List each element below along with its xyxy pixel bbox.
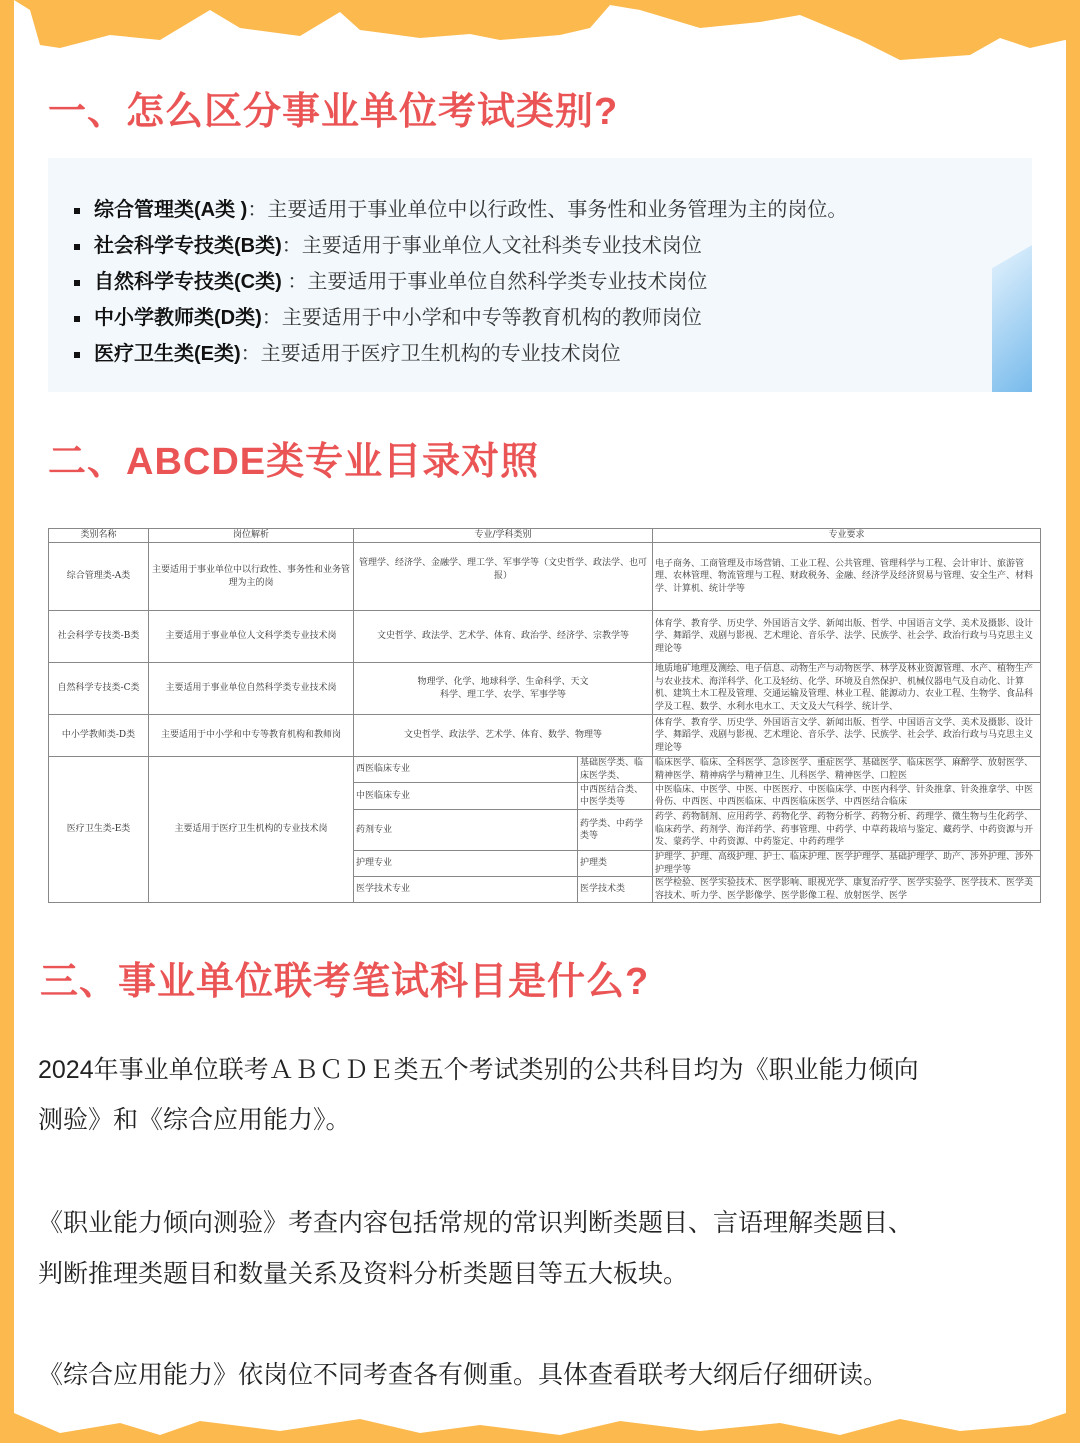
cell-requirement: 临床医学、临床、全科医学、急诊医学、重症医学、基础医学、临床医学、麻醉学、放射医学、精神医学、精神病学与精神卫生、儿科医学、精神医学、口腔医 — [653, 757, 1041, 783]
cell-sub-major: 西医临床专业 — [354, 757, 578, 783]
bullet-icon — [74, 244, 80, 250]
cell-category: 中小学教师类-D类 — [49, 715, 149, 757]
cell-category: 综合管理类-A类 — [49, 543, 149, 611]
cell-requirement: 电子商务、工商管理及市场营销、工业工程、公共管理、管理科学与工程、会计审计、旅游管理、农林管理、物流管理与工程、财政税务、金融、经济学及经济贸易与管理、安全生产、材料学、计算机、统计学等 — [653, 543, 1041, 611]
cell-category: 医疗卫生类-E类 — [49, 757, 149, 903]
paragraph-line: 判断推理类题目和数量关系及资料分析类题目等五大板块。 — [38, 1260, 689, 1288]
list-item — [74, 337, 621, 366]
bullet-icon — [74, 352, 80, 358]
item-desc: ：主要适用于事业单位人文社科类专业技术岗位 — [281, 235, 702, 257]
cell-sub-class: 药学类、中药学类等 — [578, 810, 653, 851]
cell-sub-class: 医学技术类 — [578, 877, 653, 903]
cell-field: 物理学、化学、地球科学、生命科学、天文科学、理工学、农学、军事学等 — [354, 663, 653, 715]
item-name: 综合管理类(A类 ) — [94, 199, 248, 221]
cell-requirement: 护理学、护理、高级护理、护士、临床护理、医学护理学、基础护理学、助产、涉外护理、涉外护理学等 — [653, 851, 1041, 877]
paragraph-line: 《职业能力倾向测验》考查内容包括常规的常识判断类题目、言语理解类题目、 — [38, 1209, 914, 1237]
list-item — [74, 193, 847, 222]
section2-title: 二、ABCDE类专业目录对照 — [48, 441, 540, 483]
table-row — [49, 543, 1041, 611]
bullet-icon — [74, 208, 80, 214]
header-cell: 专业要求 — [653, 529, 1041, 543]
cell-post: 主要适用于事业单位人文科学类专业技术岗 — [149, 611, 354, 663]
bullet-icon — [74, 280, 80, 286]
item-desc: ：主要适用于医疗卫生机构的专业技术岗位 — [240, 343, 621, 365]
cell-sub-major: 医学技术专业 — [354, 877, 578, 903]
list-item — [74, 265, 707, 294]
table-row — [49, 663, 1041, 715]
section3-title: 三、事业单位联考笔试科目是什么? — [40, 961, 650, 1003]
cell-category: 社会科学专技类-B类 — [49, 611, 149, 663]
item-name: 医疗卫生类(E类) — [94, 343, 241, 365]
cell-post: 主要适用于医疗卫生机构的专业技术岗 — [149, 757, 354, 903]
cell-requirement: 体育学、教育学、历史学、外国语言文学、新闻出版、哲学、中国语言文学、美术及摄影、设计学、舞蹈学、戏剧与影视、艺术理论、音乐学、法学、民族学、社会学、政治行政与马克思主义理论等 — [653, 611, 1041, 663]
item-name: 自然科学专技类(C类) — [94, 271, 282, 293]
cell-post: 主要适用于事业单位中以行政性、事务性和业务管理为主的岗 — [149, 543, 354, 611]
cell-category: 自然科学专技类-C类 — [49, 663, 149, 715]
cell-sub-class: 中西医结合类、中医学类等 — [578, 783, 653, 810]
torn-paper-top — [0, 0, 1080, 60]
item-desc: ：主要适用于事业单位中以行政性、事务性和业务管理为主的岗位。 — [247, 199, 848, 221]
cell-sub-class: 基础医学类、临床医学类、 — [578, 757, 653, 783]
table-row — [49, 757, 1041, 783]
cell-post: 主要适用于事业单位自然科学类专业技术岗 — [149, 663, 354, 715]
list-item — [74, 229, 702, 258]
cell-sub-class: 护理类 — [578, 851, 653, 877]
decorative-shape — [992, 228, 1032, 392]
table-row — [49, 611, 1041, 663]
cell-sub-major: 药剂专业 — [354, 810, 578, 851]
category-list-box — [48, 158, 1032, 392]
header-cell: 专业/学科类别 — [354, 529, 653, 543]
paragraph-line: 2024年事业单位联考ＡＢＣＤＥ类五个考试类别的公共科目均为《职业能力倾向 — [38, 1056, 919, 1084]
item-name: 中小学教师类(D类) — [94, 307, 262, 329]
item-name: 社会科学专技类(B类) — [94, 235, 282, 257]
header-cell: 类别名称 — [49, 529, 149, 543]
item-desc: ：主要适用于中小学和中专等教育机构的教师岗位 — [261, 307, 702, 329]
table-header — [49, 529, 1041, 543]
cell-field: 管理学、经济学、金融学、理工学、军事学等（文史哲学、政法学、也可报） — [354, 543, 653, 611]
cell-requirement: 医学检验、医学实验技术、医学影响、眼视光学、康复治疗学、医学实验学、医学技术、医学美容技术、听力学、医学影像学、医学影像工程、放射医学、医学 — [653, 877, 1041, 903]
cell-requirement: 中医临床、中医学、中医、中医医疗、中医临床学、中医内科学、针灸推拿、针灸推拿学、中医骨伤、中西医、中西医临床、中西医临床医学、中西医结合临床 — [653, 783, 1041, 810]
bullet-icon — [74, 316, 80, 322]
list-item — [74, 301, 702, 330]
table-row — [49, 715, 1041, 757]
cell-requirement: 地质地矿地理及测绘、电子信息、动物生产与动物医学、林学及林业资源管理、水产、植物生产与农业技术、海洋科学、化工及轻纺、化学、环境及自然保护、机械仪器电气及自动化、计算机、建筑土木工程及管理、交通运输及管理、林业工程、能源动力、农业工程、生物学、食品科学及工程、数学、水利水电水工、天文及大气科学、统计学、 — [653, 663, 1041, 715]
torn-paper-bottom — [0, 1413, 1080, 1443]
cell-requirement: 药学、药物制剂、应用药学、药物化学、药物分析学、药物分析、药理学、微生物与生化药学、临床药学、药剂学、海洋药学、药事管理、中药学、中草药栽培与鉴定、藏药学、中药资源与开发、蒙药学、中药资源、中药鉴定、中药药理学 — [653, 810, 1041, 851]
paragraph-line: 测验》和《综合应用能力》。 — [38, 1106, 351, 1134]
item-desc: ：主要适用于事业单位自然科学类专业技术岗位 — [281, 271, 708, 293]
cell-field: 文史哲学、政法学、艺术学、体育、政治学、经济学、宗教学等 — [354, 611, 653, 663]
paragraph-line: 《综合应用能力》依岗位不同考查各有侧重。具体查看联考大纲后仔细研读。 — [38, 1361, 889, 1389]
cell-field: 文史哲学、政法学、艺术学、体育、数学、物理等 — [354, 715, 653, 757]
section1-title: 一、怎么区分事业单位考试类别? — [48, 91, 619, 133]
major-catalog-table — [48, 528, 1041, 903]
cell-sub-major: 中医临床专业 — [354, 783, 578, 810]
cell-post: 主要适用于中小学和中专等教育机构和教师岗 — [149, 715, 354, 757]
cell-requirement: 体育学、教育学、历史学、外国语言文学、新闻出版、哲学、中国语言文学、美术及摄影、设计学、舞蹈学、戏剧与影视、艺术理论、音乐学、法学、民族学、社会学、政治行政与马克思主义理论等 — [653, 715, 1041, 757]
cell-sub-major: 护理专业 — [354, 851, 578, 877]
header-cell: 岗位解析 — [149, 529, 354, 543]
